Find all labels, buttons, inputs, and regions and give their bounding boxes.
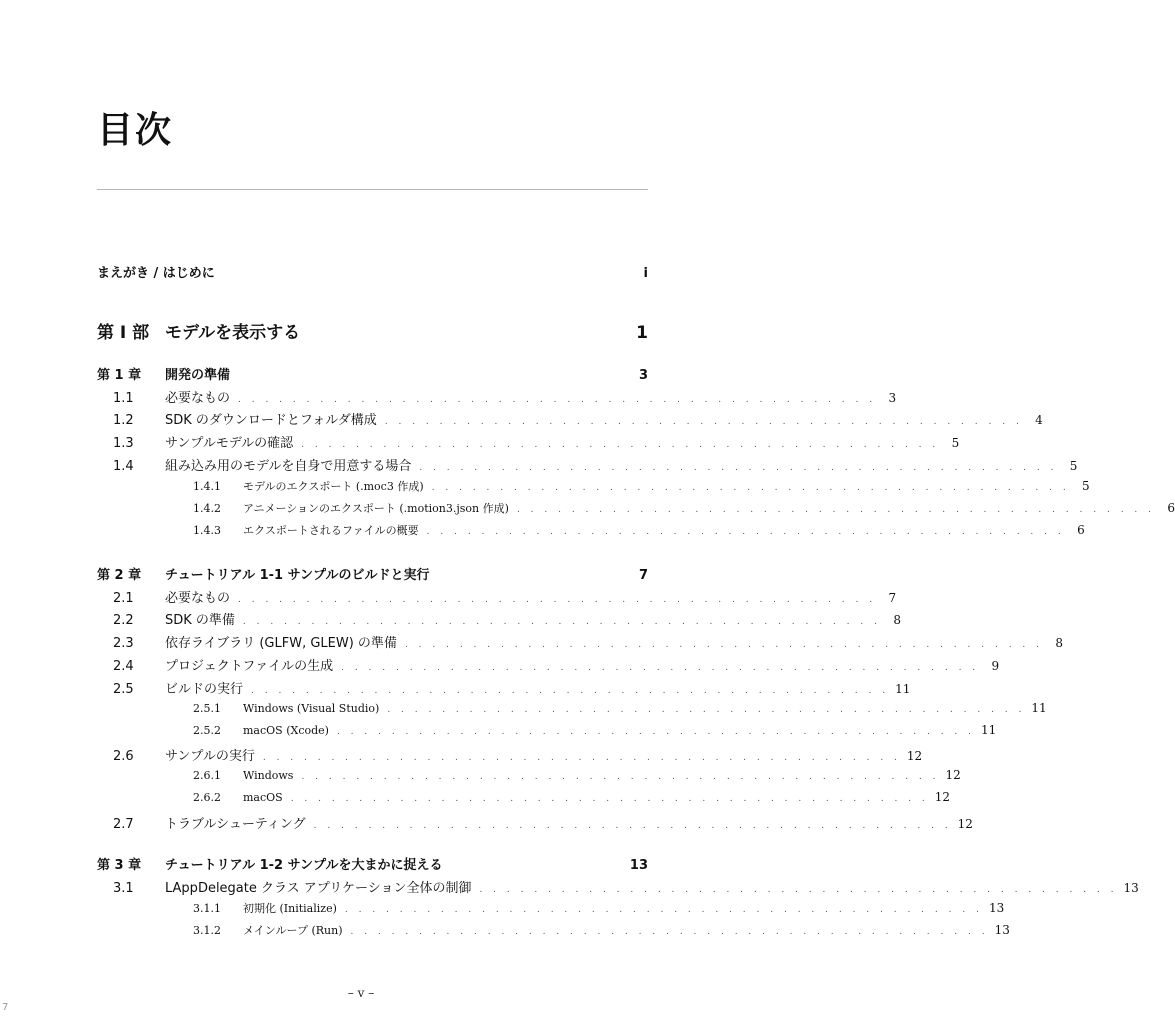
toc-page: 9 (991, 659, 1000, 673)
toc-page: 7 (888, 591, 897, 605)
toc-page: 11 (895, 682, 911, 696)
toc-entry-2-6-1[interactable] (97, 768, 961, 790)
leader-dots: . . . . . . . . . . . . . . . . . . . . . . . . . . . . . . . . . . . . . . . . . . . . . . . (384, 417, 1023, 427)
toc-page: 1 (636, 323, 648, 343)
leader-dots: . . . . . . . . . . . . . . . . . . . . . . . . . . . . . . . . . . . . . . . . . . . . . . . (341, 663, 980, 673)
toc-entry-1-2[interactable] (97, 409, 1043, 431)
toc-number: 2.3 (113, 636, 134, 651)
toc-label: LAppDelegate クラス アプリケーション全体の制御 (165, 881, 472, 896)
toc-number: 2.6.1 (193, 769, 221, 782)
toc-label: macOS (243, 791, 283, 804)
toc-entry-chapter-1[interactable] (97, 364, 648, 386)
toc-page: i (643, 266, 648, 281)
toc-page: 13 (1123, 881, 1139, 895)
toc-number: 2.6.2 (193, 791, 221, 804)
toc-entry-3-1-2[interactable] (97, 922, 1010, 944)
toc-page: 13 (994, 923, 1010, 937)
toc-entry-part-1[interactable] (97, 318, 648, 344)
toc-number: 1.1 (113, 391, 134, 406)
toc-entry-2-4[interactable] (97, 655, 1000, 677)
toc-number: 1.4 (113, 459, 134, 474)
leader-dots: . . . . . . . . . . . . . . . . . . . . . . . . . . . . . . . . . . . . . . . . . . . . . . . (404, 640, 1043, 650)
toc-page: 12 (957, 817, 973, 831)
toc-number: 2.5 (113, 682, 134, 697)
leader-dots: . . . . . . . . . . . . . . . . . . . . . . . . . . . . . . . . . . . . . . . . . . . . . . . (419, 463, 1058, 473)
toc-page: 12 (934, 790, 951, 804)
toc-label: 必要なもの (165, 591, 231, 606)
title-divider (97, 189, 648, 190)
toc-entry-1-4[interactable] (97, 455, 1078, 477)
toc-label: 初期化 (Initialize) (243, 902, 337, 915)
toc-page: 8 (893, 613, 901, 627)
toc-entry-2-1[interactable] (97, 587, 897, 609)
toc-label: トラブルシューティング (165, 817, 306, 832)
toc-entry-2-6-2[interactable] (97, 790, 951, 812)
toc-number: 第 1 章 (97, 368, 142, 383)
leader-dots: . . . . . . . . . . . . . . . . . . . . . . . . . . . . . . . . . . . . . . . . . . . . . . . (238, 395, 877, 405)
toc-number: 1.3 (113, 436, 134, 451)
toc-page: 11 (981, 723, 997, 737)
leader-dots: . . . . . . . . . . . . . . . . . . . . . . . . . . . . . . . . . . . . . . . . . . . . . . . (387, 705, 1026, 715)
toc-number: 3.1.2 (193, 924, 221, 937)
toc-number: 第 I 部 (97, 323, 150, 343)
toc-number: 2.5.2 (193, 724, 221, 737)
toc-page: 6 (1167, 501, 1175, 515)
toc-label: チュートリアル 1-2 サンプルを大まかに捉える (165, 858, 443, 873)
toc-entry-3-1-1[interactable] (97, 900, 1005, 922)
corner-mark: 7 (2, 1002, 9, 1013)
toc-entry-3-1[interactable] (97, 877, 1139, 899)
leader-dots: . . . . . . . . . . . . . . . . . . . . . . . . . . . . . . . . . . . . . . . . . . . . . . . (350, 927, 989, 937)
page-number-footer: – v – (347, 986, 375, 1000)
toc-label: エクスポートされるファイルの概要 (243, 524, 419, 537)
toc-page: 5 (1082, 479, 1090, 493)
toc-label: サンプルの実行 (165, 749, 255, 764)
toc-entry-1-1[interactable] (97, 387, 897, 409)
toc-entry-2-2[interactable] (97, 609, 901, 631)
leader-dots: . . . . . . . . . . . . . . . . . . . . . . . . . . . . . . . . . . . . . . . . . . . . . . . (251, 686, 890, 696)
toc-number: 1.2 (113, 413, 134, 428)
leader-dots: . . . . . . . . . . . . . . . . . . . . . . . . . . . . . . . . . . . . . . . . . . . . . . . (313, 821, 952, 831)
toc-label: サンプルモデルの確認 (165, 436, 294, 451)
toc-number: 1.4.3 (193, 524, 221, 537)
toc-number: 1.4.2 (193, 502, 221, 515)
leader-dots: . . . . . . . . . . . . . . . . . . . . . . . . . . . . . . . . . . . . . . . . . . . . . . . (290, 794, 929, 804)
toc-page: 11 (1031, 701, 1047, 715)
toc-label: チュートリアル 1-1 サンプルのビルドと実行 (165, 568, 430, 583)
toc-label: 開発の準備 (165, 368, 231, 383)
toc-number: 2.2 (113, 613, 134, 628)
toc-label: プロジェクトファイルの生成 (165, 659, 334, 674)
toc-entry-1-4-2[interactable] (97, 500, 1175, 522)
toc-page: 13 (988, 901, 1005, 915)
toc-label: Windows (243, 769, 294, 782)
toc-label: ビルドの実行 (165, 682, 244, 697)
leader-dots: . . . . . . . . . . . . . . . . . . . . . . . . . . . . . . . . . . . . . . . . . . . . . . . (431, 483, 1070, 493)
toc-number: 2.6 (113, 749, 134, 764)
toc-label: SDK の準備 (165, 613, 235, 628)
toc-entry-1-4-1[interactable] (97, 478, 1090, 500)
leader-dots: . . . . . . . . . . . . . . . . . . . . . . . . . . . . . . . . . . . . . . . . . . . . . . . (301, 772, 940, 782)
leader-dots: . . . . . . . . . . . . . . . . . . . . . . . . . . . . . . . . . . . . . . . . . . . . . . . (238, 595, 877, 605)
toc-label: モデルを表示する (165, 323, 301, 343)
toc-entry-preface[interactable] (97, 262, 648, 284)
leader-dots: . . . . . . . . . . . . . . . . . . . . . . . . . . . . . . . . . . . . . . . . . . . . . . . (344, 905, 983, 915)
toc-number: 2.5.1 (193, 702, 221, 715)
leader-dots: . . . . . . . . . . . . . . . . . . . . . . . . . . . . . . . . . . . . . . . . . . . . . . . (479, 885, 1118, 895)
toc-label: macOS (Xcode) (243, 724, 329, 737)
leader-dots: . . . . . . . . . . . . . . . . . . . . . . . . . . . . . . . . . . . . . . . . . . . . . . . (301, 440, 940, 450)
toc-number: 2.7 (113, 817, 134, 832)
toc-entry-2-6[interactable] (97, 745, 923, 767)
toc-label: SDK のダウンロードとフォルダ構成 (165, 413, 377, 428)
toc-page: 3 (638, 368, 648, 383)
toc-entry-chapter-3[interactable] (97, 854, 648, 876)
toc-number: 3.1 (113, 881, 134, 896)
page-title: 目次 (97, 110, 174, 151)
toc-entry-2-5-1[interactable] (97, 701, 1047, 723)
toc-entry-2-5[interactable] (97, 678, 911, 700)
toc-entry-2-7[interactable] (97, 813, 973, 835)
leader-dots: . . . . . . . . . . . . . . . . . . . . . . . . . . . . . . . . . . . . . . . . . . . . . . . (516, 505, 1155, 515)
toc-page: 6 (1077, 523, 1085, 537)
toc-label: メインループ (Run) (243, 924, 343, 937)
toc-page: 12 (945, 768, 961, 782)
toc-number: 第 2 章 (97, 568, 142, 583)
toc-label: Windows (Visual Studio) (243, 702, 380, 715)
toc-number: 1.4.1 (193, 480, 221, 493)
toc-page: 4 (1035, 413, 1043, 427)
toc-number: 3.1.1 (193, 902, 221, 915)
toc-label: アニメーションのエクスポート (.motion3.json 作成) (243, 502, 509, 515)
toc-label: 組み込み用のモデルを自身で用意する場合 (165, 459, 412, 474)
toc-page: 7 (638, 568, 648, 583)
toc-page: 8 (1055, 636, 1063, 650)
toc-label: 依存ライブラリ (GLFW, GLEW) の準備 (165, 636, 397, 651)
toc-page: 5 (1069, 459, 1078, 473)
toc-page: 12 (906, 749, 923, 763)
toc-label: モデルのエクスポート (.moc3 作成) (243, 480, 424, 493)
leader-dots: . . . . . . . . . . . . . . . . . . . . . . . . . . . . . . . . . . . . . . . . . . . . . . . (262, 753, 901, 763)
toc-entry-2-3[interactable] (97, 632, 1063, 654)
toc-label: 必要なもの (165, 391, 231, 406)
toc-entry-chapter-2[interactable] (97, 564, 648, 586)
toc-number: 2.4 (113, 659, 134, 674)
leader-dots: . . . . . . . . . . . . . . . . . . . . . . . . . . . . . . . . . . . . . . . . . . . . . . . (242, 617, 881, 627)
toc-page: 5 (951, 436, 960, 450)
toc-entry-1-3[interactable] (97, 432, 960, 454)
toc-entry-1-4-3[interactable] (97, 522, 1085, 544)
leader-dots: . . . . . . . . . . . . . . . . . . . . . . . . . . . . . . . . . . . . . . . . . . . . . . . (426, 527, 1065, 537)
toc-number: 2.1 (113, 591, 134, 606)
leader-dots: . . . . . . . . . . . . . . . . . . . . . . . . . . . . . . . . . . . . . . . . . . . . . . . (336, 727, 976, 737)
toc-number: 第 3 章 (97, 858, 142, 873)
toc-label: まえがき / はじめに (97, 266, 215, 281)
toc-page: 13 (629, 858, 648, 873)
toc-entry-2-5-2[interactable] (97, 723, 997, 745)
toc-page: 3 (888, 391, 897, 405)
